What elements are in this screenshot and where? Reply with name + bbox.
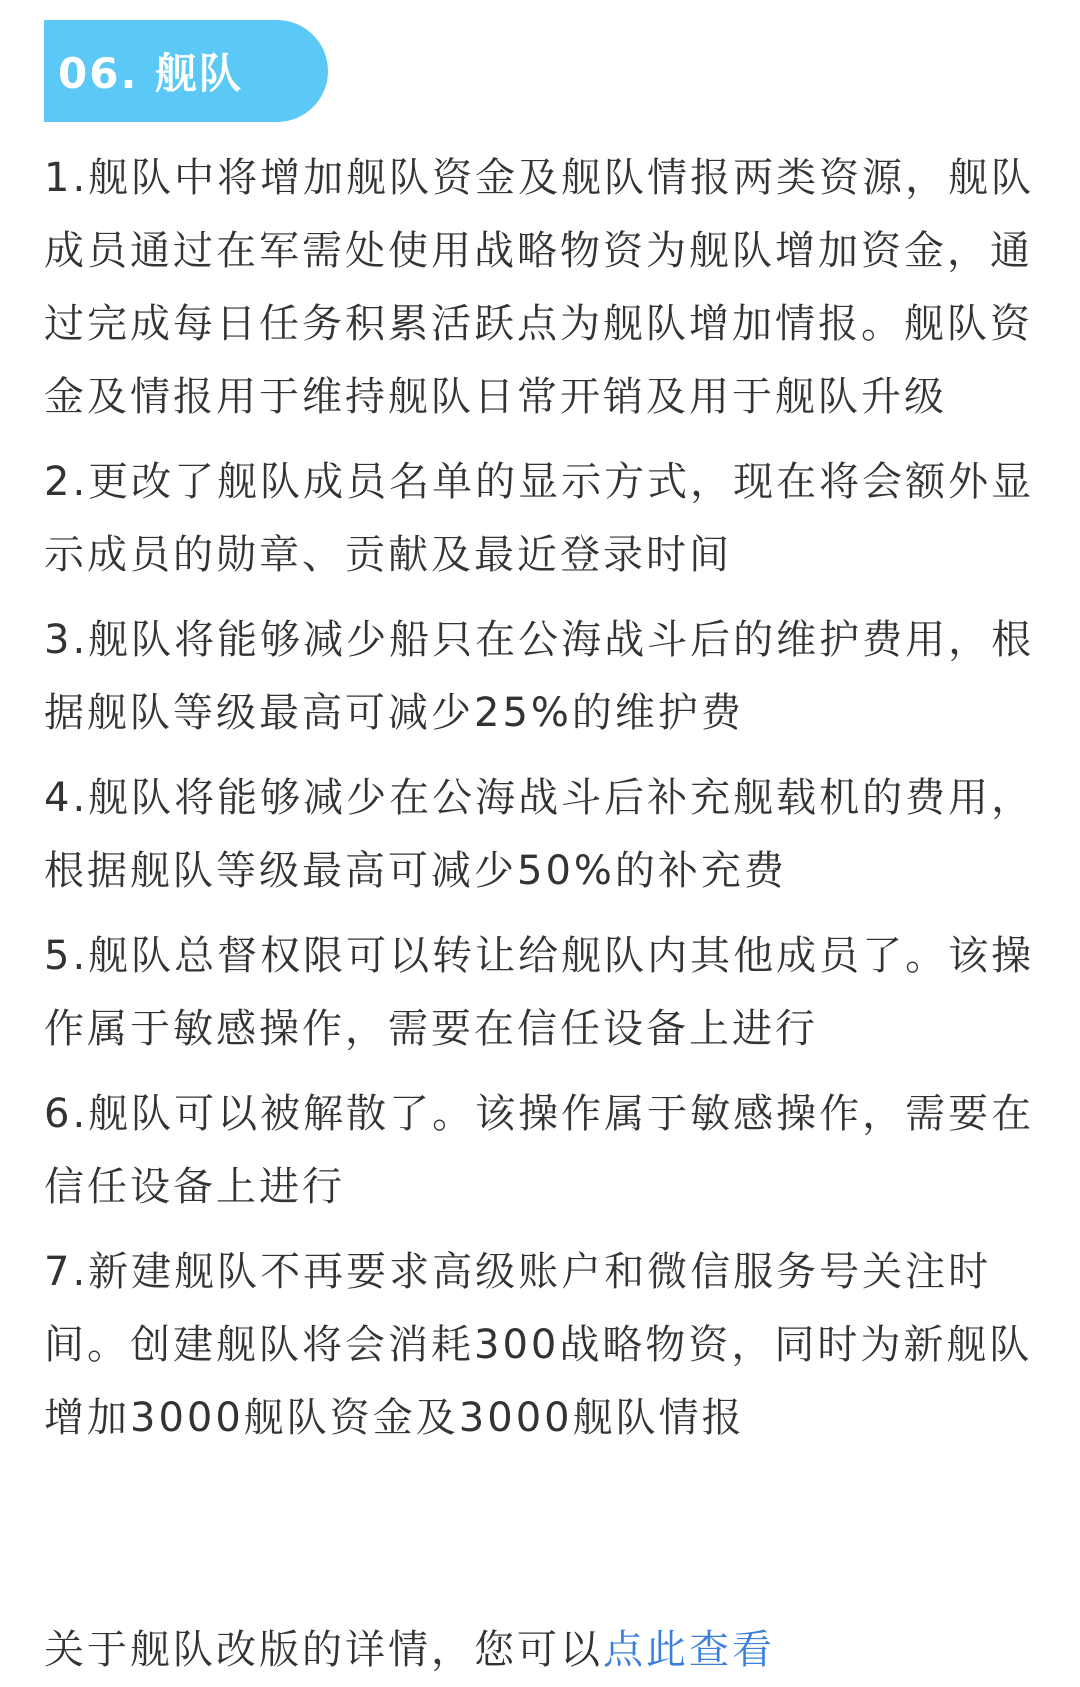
section-title: 06. 舰队 [58, 49, 244, 98]
footer-note [44, 1618, 1044, 1682]
paragraph-1: 1.舰队中将增加舰队资金及舰队情报两类资源，舰队成员通过在军需处使用战略物资为舰队增加资金，通过完成每日任务积累活跃点为舰队增加情报。舰队资金及情报用于维持舰队日常开销及用于舰队升级 [44, 155, 1035, 420]
view-details-link[interactable]: 点此查看 [603, 1627, 775, 1673]
paragraph-4: 4.舰队将能够减少在公海战斗后补充舰载机的费用，根据舰队等级最高可减少50%的补充费 [44, 775, 1035, 894]
paragraph-5: 5.舰队总督权限可以转让给舰队内其他成员了。该操作属于敏感操作，需要在信任设备上进行 [44, 933, 1035, 1052]
paragraph-3: 3.舰队将能够减少船只在公海战斗后的维护费用，根据舰队等级最高可减少25%的维护费 [44, 617, 1035, 736]
paragraph-6: 6.舰队可以被解散了。该操作属于敏感操作，需要在信任设备上进行 [44, 1091, 1035, 1210]
paragraph-7: 7.新建舰队不再要求高级账户和微信服务号关注时间。创建舰队将会消耗300战略物资，同时为新舰队增加3000舰队资金及3000舰队情报 [44, 1249, 1033, 1441]
section-header [44, 20, 328, 122]
footer-text: 关于舰队改版的详情，您可以 [44, 1627, 603, 1673]
paragraph-2: 2.更改了舰队成员名单的显示方式，现在将会额外显示成员的勋章、贡献及最近登录时间 [44, 459, 1035, 578]
content-body [44, 142, 1044, 1467]
